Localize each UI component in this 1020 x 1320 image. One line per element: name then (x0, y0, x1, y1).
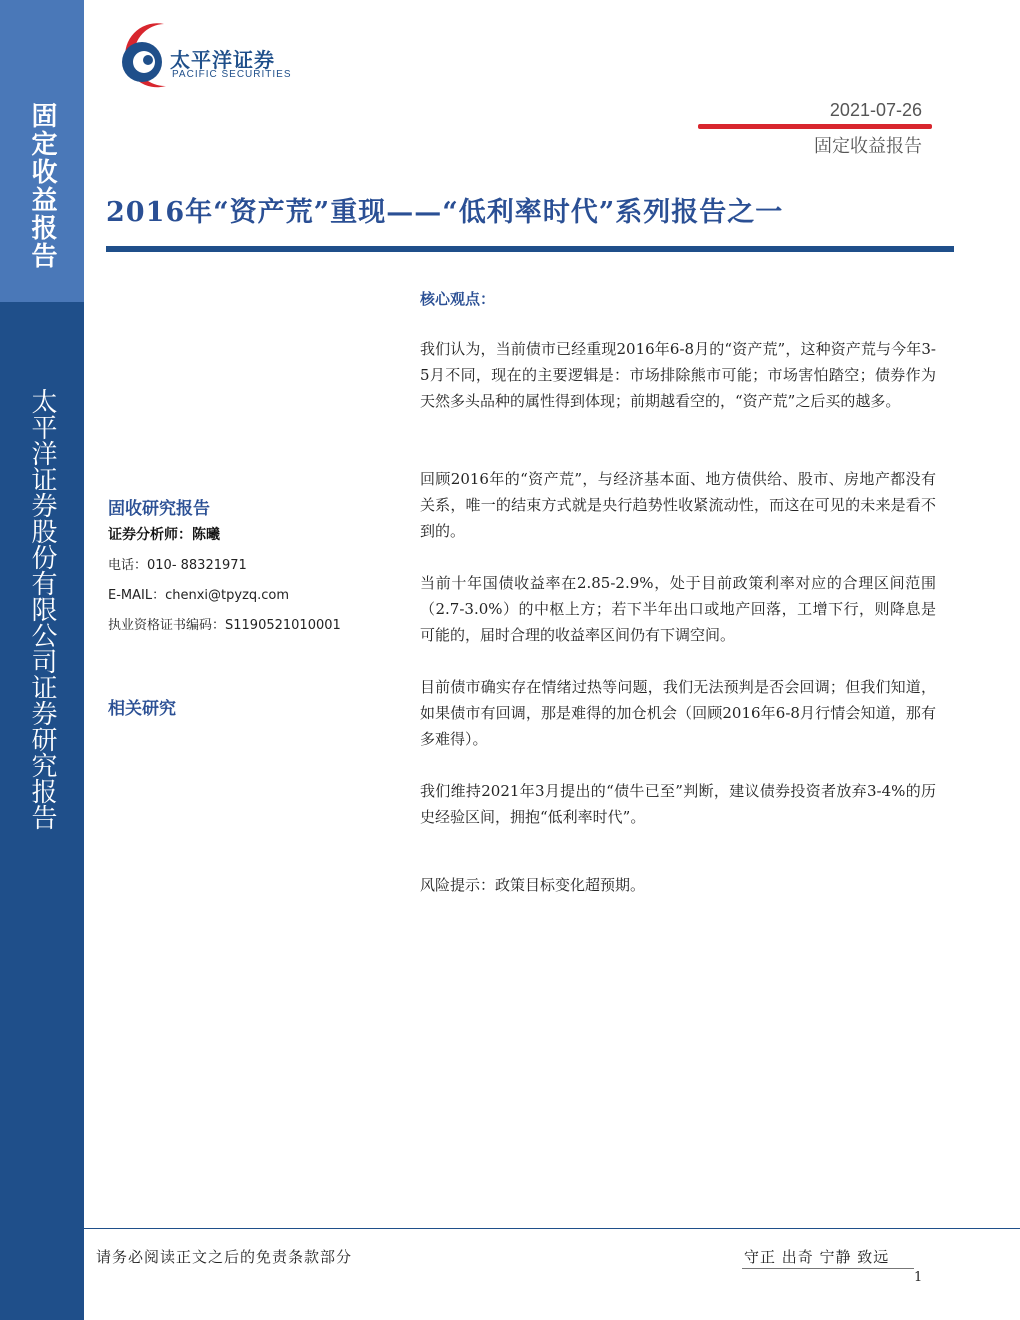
footer-divider (84, 1228, 1020, 1229)
sidebar-report-category: 固定收益报告 (27, 102, 57, 270)
logo-english-name: PACIFIC SECURITIES (172, 69, 292, 80)
core-paragraph-3: 当前十年国债收益率在2.85-2.9%，处于目前政策利率对应的合理区间范围（2.7-3.0%）的中枢上方；若下半年出口或地产回落，工增下行，则降息是可能的，届时合理的收益率区间仍有下调空间。 (420, 574, 936, 644)
core-paragraph-1: 我们认为，当前债市已经重现2016年6-8月的“资产荒”，这种资产荒与今年3-5月不同，现在的主要逻辑是：市场排除熊市可能；市场害怕踏空；债券作为天然多头品种的属性得到体现；前期越看空的，“资产荒”之后买的越多。 (420, 340, 936, 410)
analyst-email[interactable]: E-MAIL：chenxi@tpyzq.com (108, 588, 290, 603)
core-paragraph-2: 回顾2016年的“资产荒”，与经济基本面、地方债供给、股市、房地产都没有关系，唯一的结束方式就是央行趋势性收紧流动性，而这在可见的未来是看不到的。 (420, 470, 936, 540)
sidebar-company-label: 太平洋证券股份有限公司证券研究报告 (27, 388, 57, 830)
report-date: 2021-07-26 (829, 100, 922, 120)
analyst-phone: 电话：010- 88321971 (108, 558, 247, 573)
title-divider (106, 246, 954, 252)
risk-note: 风险提示：政策目标变化超预期。 (420, 876, 646, 894)
report-type: 固定收益报告 (814, 136, 922, 157)
analyst-name: 证券分析师：陈曦 (108, 527, 220, 543)
core-paragraph-5: 我们维持2021年3月提出的“债牛已至”判断，建议债券投资者放弃3-4%的历史经验区间，拥抱“低利率时代”。 (420, 782, 936, 826)
page-number: 1 (914, 1270, 923, 1285)
core-views-label: 核心观点： (420, 290, 496, 308)
page-title: 2016年“资产荒”重现——“低利率时代”系列报告之一 (106, 197, 784, 228)
core-paragraph-4: 目前债市确实存在情绪过热等问题，我们无法预判是否会回调；但我们知道，如果债市有回调，那是难得的加仓机会（回顾2016年6-8月行情会知道，那有多难得）。 (420, 678, 936, 748)
footer-disclaimer: 请务必阅读正文之后的免责条款部分 (96, 1248, 353, 1266)
logo-chinese-name: 太平洋证券 (170, 48, 275, 72)
analyst-license: 执业资格证书编码：S1190521010001 (108, 618, 341, 633)
research-heading: 固收研究报告 (108, 499, 210, 519)
footer-motto-underline (742, 1268, 914, 1269)
header-accent-line (698, 124, 932, 129)
related-research-heading: 相关研究 (108, 699, 176, 719)
footer-motto: 守正 出奇 宁静 致远 (744, 1248, 890, 1266)
